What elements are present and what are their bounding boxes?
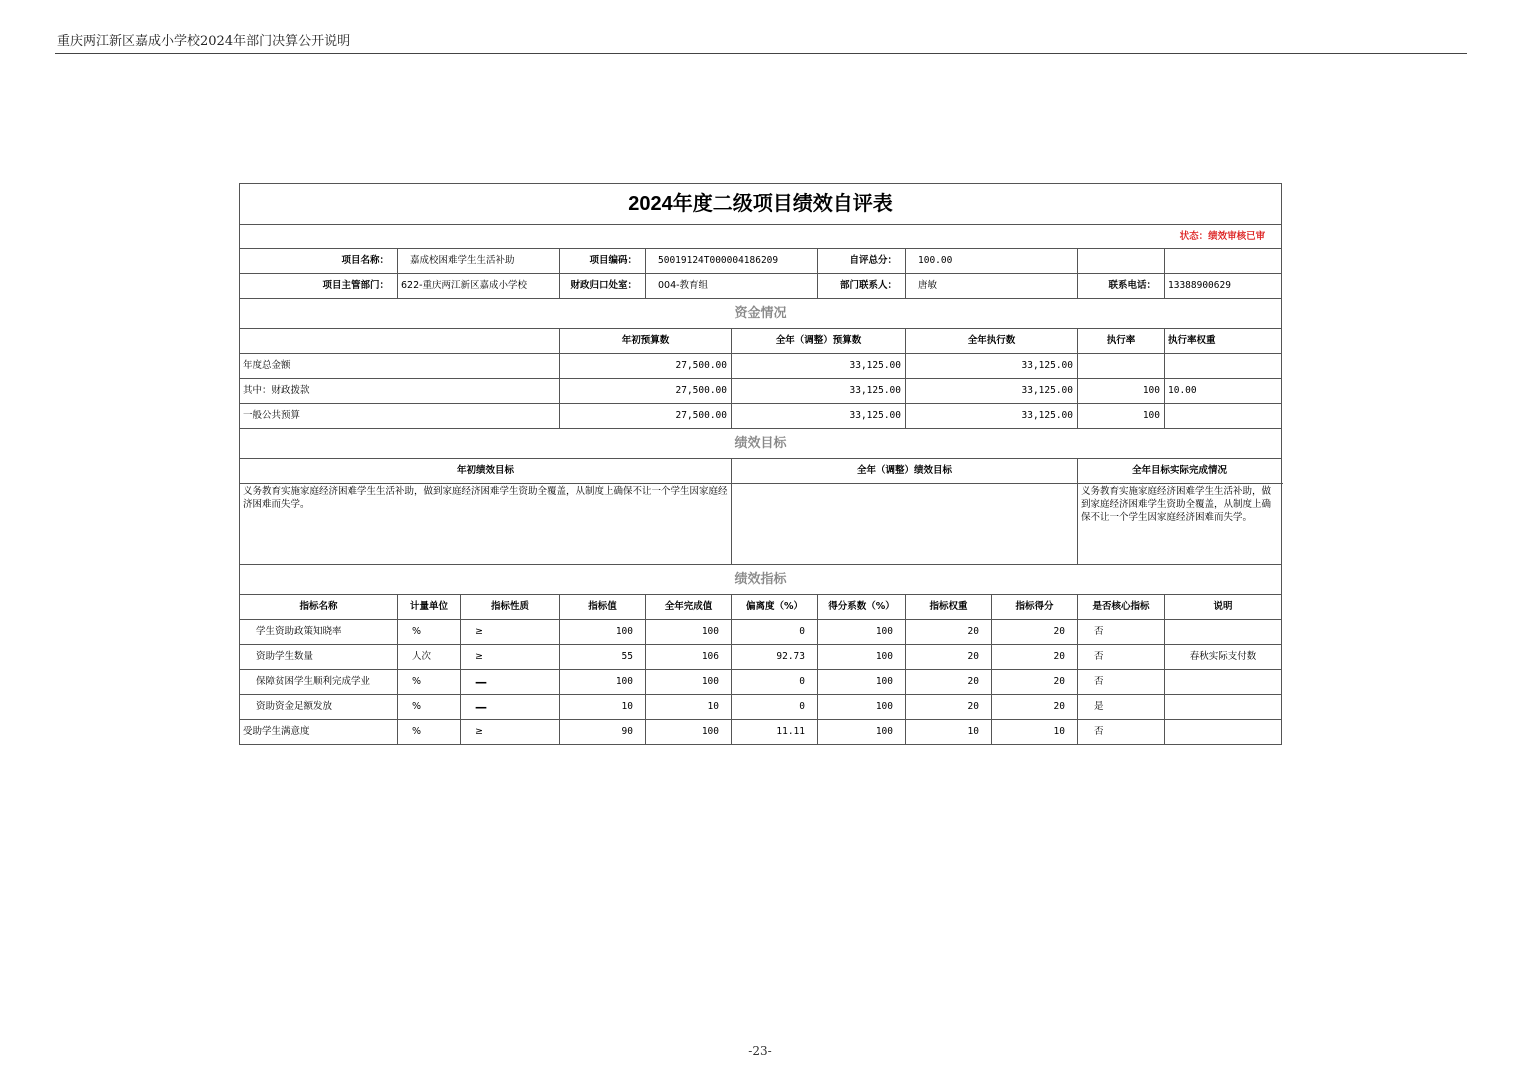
indicator-core: 否	[1078, 720, 1165, 745]
indicator-name: 受助学生满意度	[240, 720, 398, 745]
col-header: 指标性质	[461, 595, 560, 620]
indicator-nature: —	[461, 670, 560, 695]
goals-header-row	[240, 459, 1282, 484]
project-info-row-2	[240, 274, 1282, 299]
indicator-unit: %	[398, 670, 461, 695]
funds-weight	[1165, 354, 1282, 379]
col-header: 执行率	[1078, 329, 1165, 354]
col-header: 全年完成值	[646, 595, 732, 620]
col-header: 偏离度（%）	[732, 595, 818, 620]
phone-label: 联系电话：	[1078, 274, 1165, 299]
empty-cell	[1078, 249, 1165, 274]
indicator-core: 否	[1078, 645, 1165, 670]
funds-rate: 100	[1078, 379, 1165, 404]
funds-initial: 27,500.00	[560, 404, 732, 429]
col-header: 全年执行数	[906, 329, 1078, 354]
indicators-header-row	[240, 595, 1282, 620]
col-header: 得分系数（%）	[818, 595, 906, 620]
funds-row	[240, 404, 1282, 429]
funds-rate	[1078, 354, 1165, 379]
indicator-note	[1165, 695, 1282, 720]
indicator-note	[1165, 620, 1282, 645]
indicator-nature: ≥	[461, 620, 560, 645]
col-header: 指标名称	[240, 595, 398, 620]
empty-cell	[240, 329, 560, 354]
score-label: 自评总分：	[818, 249, 906, 274]
indicator-deviation: 92.73	[732, 645, 818, 670]
indicator-weight: 20	[906, 645, 992, 670]
indicator-note	[1165, 720, 1282, 745]
total-score: 100.00	[906, 249, 1078, 274]
indicator-core: 否	[1078, 620, 1165, 645]
indicator-unit: 人次	[398, 645, 461, 670]
funds-initial: 27,500.00	[560, 379, 732, 404]
section-title-indicators: 绩效指标	[240, 565, 1282, 595]
section-title-goals: 绩效目标	[240, 429, 1282, 459]
finance-value: 004-教育组	[646, 274, 818, 299]
indicator-core: 否	[1078, 670, 1165, 695]
indicator-score: 20	[992, 695, 1078, 720]
indicator-weight: 20	[906, 620, 992, 645]
col-header: 执行率权重	[1165, 329, 1282, 354]
contact-label: 部门联系人：	[818, 274, 906, 299]
indicator-actual: 100	[646, 670, 732, 695]
indicator-weight: 10	[906, 720, 992, 745]
goals-content-row	[240, 484, 1282, 565]
finance-label: 财政归口处室：	[560, 274, 646, 299]
funds-adjusted: 33,125.00	[732, 379, 906, 404]
project-code-label: 项目编码：	[560, 249, 646, 274]
col-header: 全年目标实际完成情况	[1078, 459, 1282, 484]
dept-label: 项目主管部门：	[240, 274, 398, 299]
indicator-note: 春秋实际支付数	[1165, 645, 1282, 670]
section-title-funds: 资金情况	[240, 299, 1282, 329]
indicator-target: 10	[560, 695, 646, 720]
indicator-nature: —	[461, 695, 560, 720]
col-header: 是否核心指标	[1078, 595, 1165, 620]
indicator-score: 20	[992, 645, 1078, 670]
funds-row-name: 年度总金额	[240, 354, 560, 379]
header-rule	[55, 53, 1467, 54]
indicator-weight: 20	[906, 695, 992, 720]
indicator-name: 学生资助政策知晓率	[240, 620, 398, 645]
funds-adjusted: 33,125.00	[732, 354, 906, 379]
indicator-unit: %	[398, 695, 461, 720]
indicator-weight: 20	[906, 670, 992, 695]
project-code: 50019124T000004186209	[646, 249, 818, 274]
col-header: 全年（调整）预算数	[732, 329, 906, 354]
funds-adjusted: 33,125.00	[732, 404, 906, 429]
funds-executed: 33,125.00	[906, 354, 1078, 379]
col-header: 计量单位	[398, 595, 461, 620]
col-header: 年初预算数	[560, 329, 732, 354]
funds-row	[240, 379, 1282, 404]
table-row	[240, 720, 1282, 745]
col-header: 指标值	[560, 595, 646, 620]
funds-initial: 27,500.00	[560, 354, 732, 379]
funds-row	[240, 354, 1282, 379]
indicator-score: 20	[992, 670, 1078, 695]
actual-completion-text: 义务教育实施家庭经济困难学生生活补助，做到家庭经济困难学生资助全覆盖，从制度上确保不让一个学生因家庭经济困难而失学。	[1078, 484, 1282, 565]
col-header: 说明	[1165, 595, 1282, 620]
status-text: 状态：绩效审核已审	[240, 225, 1282, 249]
indicator-name: 资助学生数量	[240, 645, 398, 670]
col-header: 年初绩效目标	[240, 459, 732, 484]
col-header: 指标得分	[992, 595, 1078, 620]
funds-executed: 33,125.00	[906, 379, 1078, 404]
indicator-deviation: 0	[732, 670, 818, 695]
funds-row-name: 一般公共预算	[240, 404, 560, 429]
indicator-target: 90	[560, 720, 646, 745]
funds-weight	[1165, 404, 1282, 429]
col-header: 指标权重	[906, 595, 992, 620]
indicator-nature: ≥	[461, 720, 560, 745]
project-name-label: 项目名称：	[240, 249, 398, 274]
indicator-actual: 100	[646, 620, 732, 645]
project-name: 嘉成校困难学生生活补助	[398, 249, 560, 274]
dept-value: 622-重庆两江新区嘉成小学校	[398, 274, 560, 299]
indicator-core: 是	[1078, 695, 1165, 720]
indicator-name: 保障贫困学生顺利完成学业	[240, 670, 398, 695]
initial-goal-text: 义务教育实施家庭经济困难学生生活补助，做到家庭经济困难学生资助全覆盖，从制度上确保不让一个学生因家庭经济困难而失学。	[240, 484, 732, 565]
table-row	[240, 645, 1282, 670]
col-header: 全年（调整）绩效目标	[732, 459, 1078, 484]
form-title: 2024年度二级项目绩效自评表	[240, 184, 1282, 225]
indicator-coefficient: 100	[818, 645, 906, 670]
indicator-actual: 106	[646, 645, 732, 670]
table-row	[240, 670, 1282, 695]
table-row	[240, 620, 1282, 645]
contact-value: 唐敏	[906, 274, 1078, 299]
funds-weight: 10.00	[1165, 379, 1282, 404]
indicator-actual: 10	[646, 695, 732, 720]
indicator-note	[1165, 670, 1282, 695]
funds-rate: 100	[1078, 404, 1165, 429]
indicator-target: 55	[560, 645, 646, 670]
table-row	[240, 695, 1282, 720]
adjusted-goal-text	[732, 484, 1078, 565]
indicator-coefficient: 100	[818, 695, 906, 720]
page-header: 重庆两江新区嘉成小学校2024年部门决算公开说明	[57, 34, 351, 49]
funds-executed: 33,125.00	[906, 404, 1078, 429]
indicator-unit: %	[398, 620, 461, 645]
indicator-target: 100	[560, 620, 646, 645]
performance-self-evaluation-table	[239, 183, 1282, 745]
indicator-deviation: 0	[732, 695, 818, 720]
indicator-name: 资助资金足额发放	[240, 695, 398, 720]
indicator-actual: 100	[646, 720, 732, 745]
phone-value: 13388900629	[1165, 274, 1282, 299]
indicator-unit: %	[398, 720, 461, 745]
indicator-coefficient: 100	[818, 670, 906, 695]
funds-row-name: 其中：财政拨款	[240, 379, 560, 404]
page-number: -23-	[748, 1044, 772, 1058]
indicator-nature: ≥	[461, 645, 560, 670]
funds-header-row	[240, 329, 1282, 354]
indicator-coefficient: 100	[818, 720, 906, 745]
indicator-deviation: 0	[732, 620, 818, 645]
empty-cell	[1165, 249, 1282, 274]
project-info-row-1	[240, 249, 1282, 274]
indicator-coefficient: 100	[818, 620, 906, 645]
indicator-score: 10	[992, 720, 1078, 745]
indicator-score: 20	[992, 620, 1078, 645]
indicator-deviation: 11.11	[732, 720, 818, 745]
indicator-target: 100	[560, 670, 646, 695]
